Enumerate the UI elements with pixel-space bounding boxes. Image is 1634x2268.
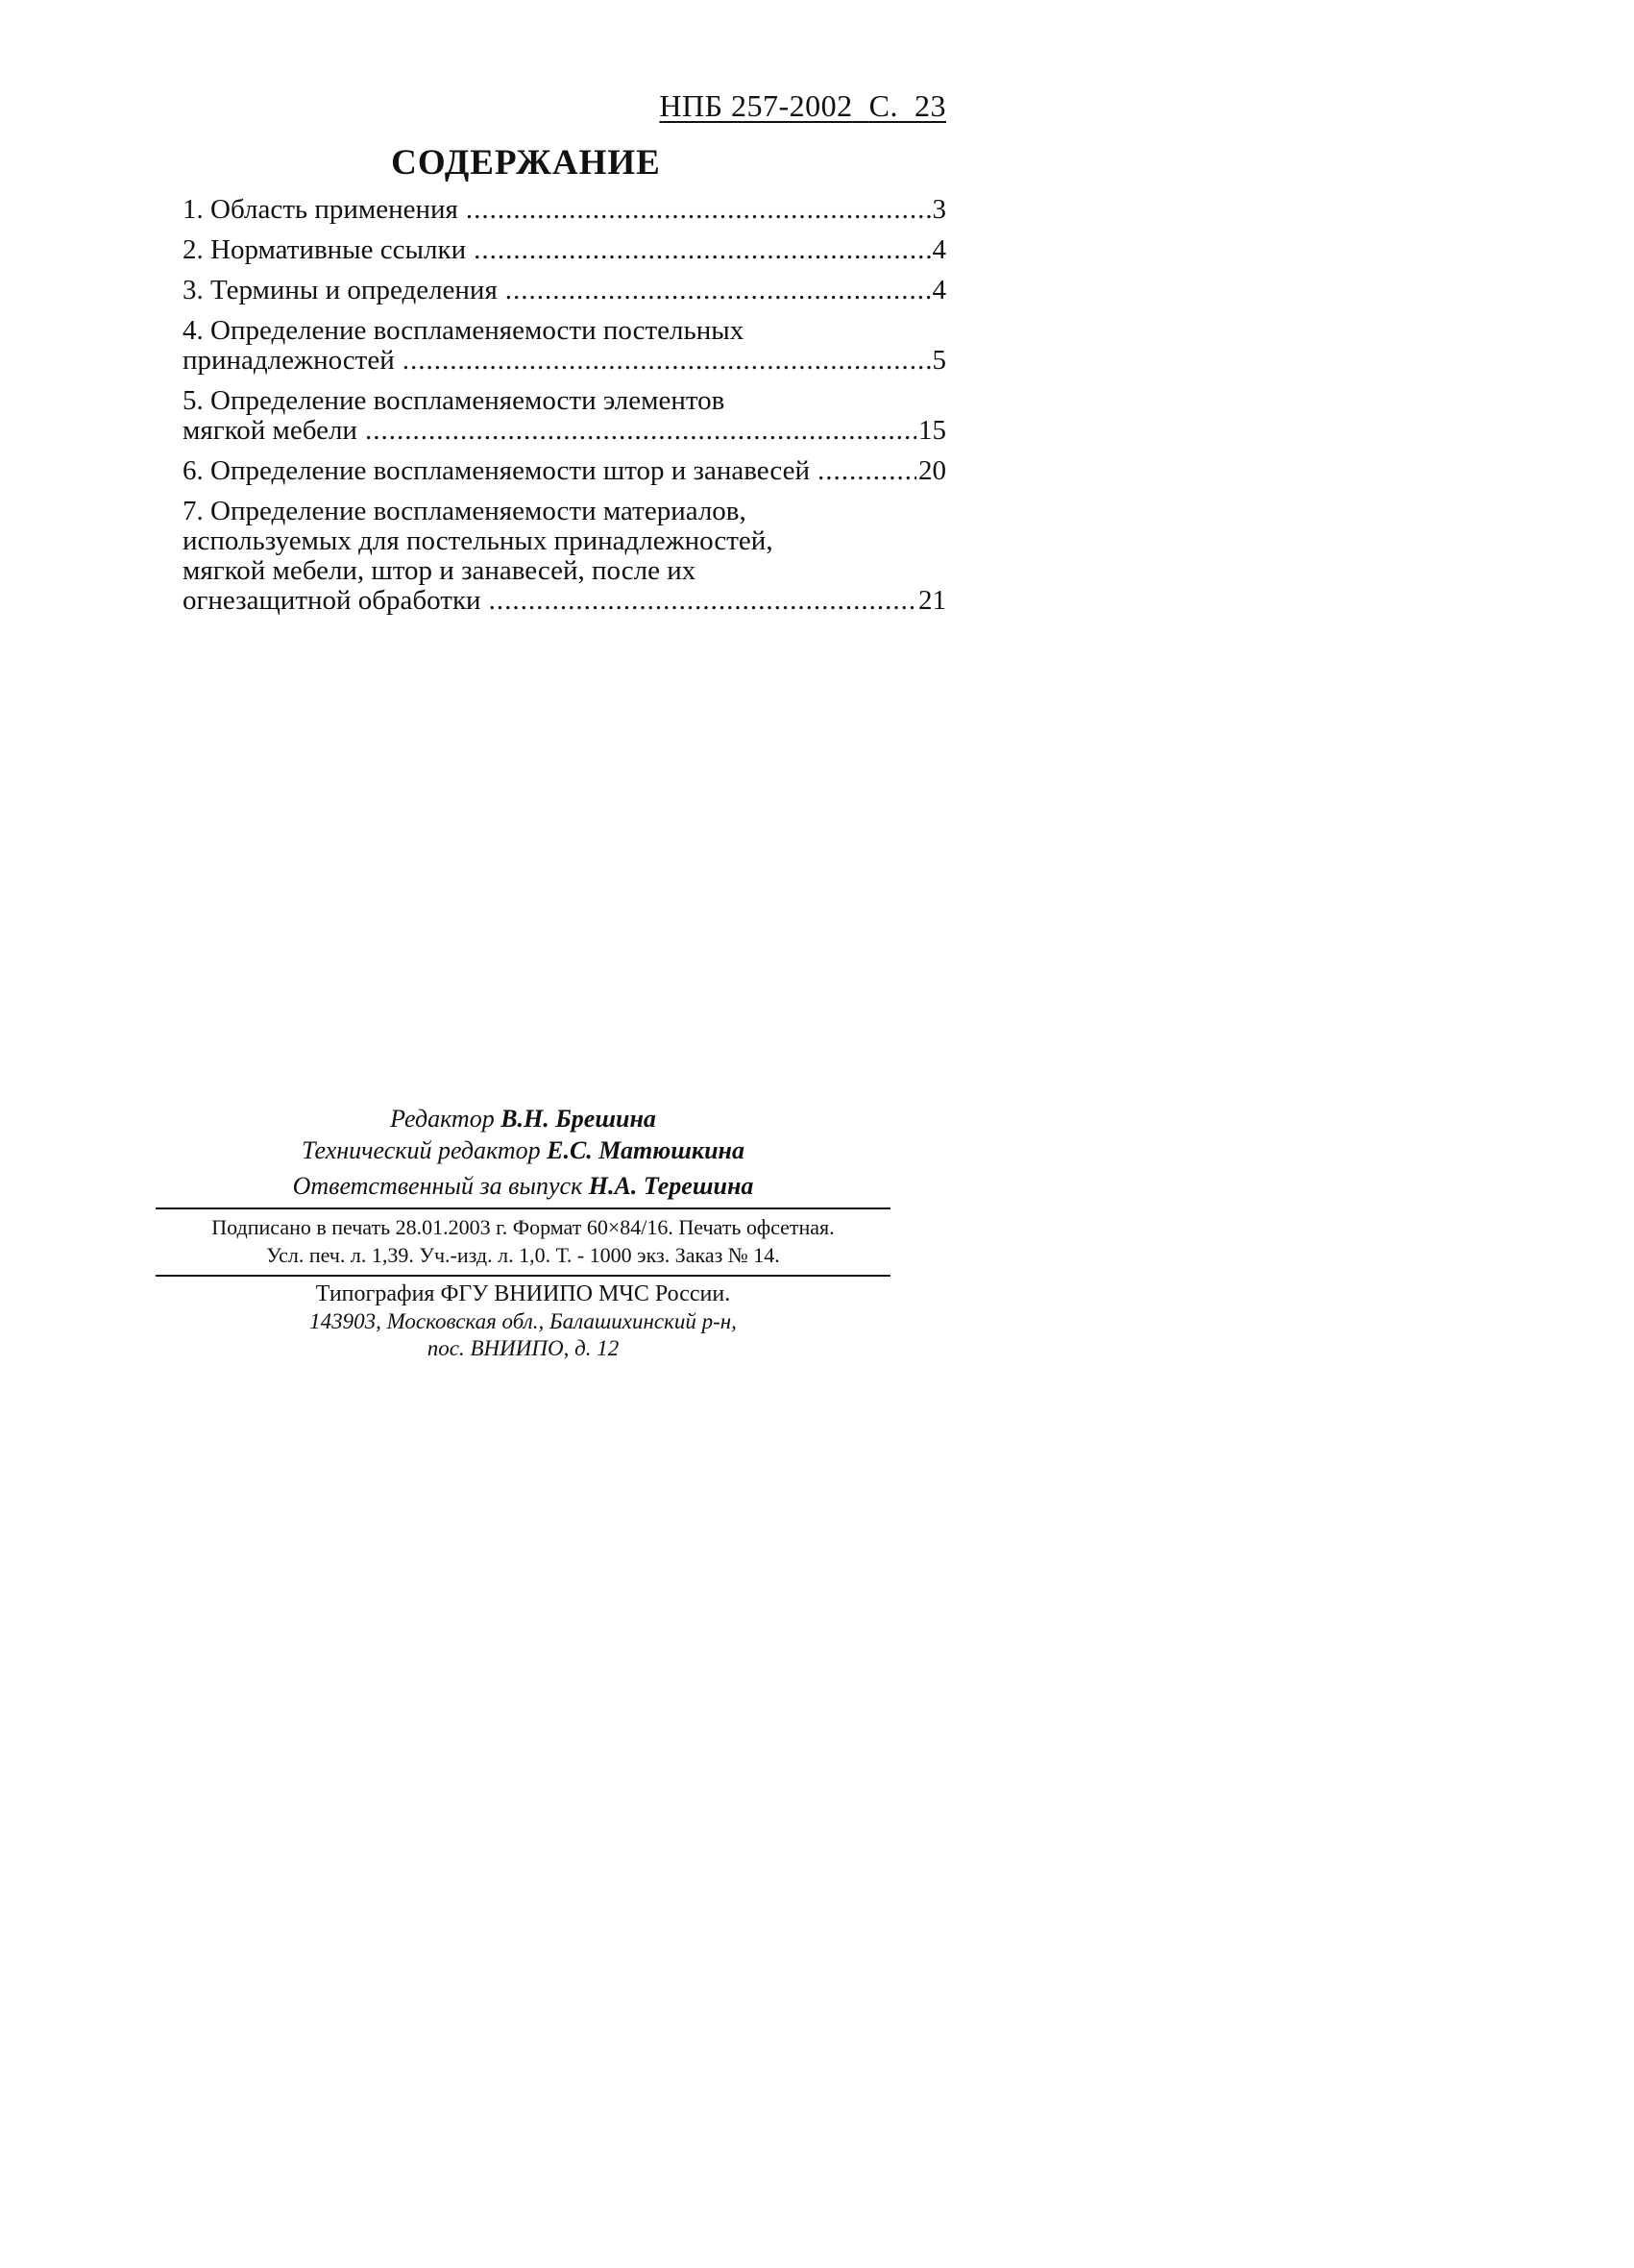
responsible-role: Ответственный за выпуск <box>292 1172 583 1200</box>
responsible-credit <box>156 1170 890 1202</box>
dot-leader <box>817 456 916 486</box>
editor-credit <box>156 1103 890 1134</box>
toc-entry-last-line <box>183 586 946 616</box>
print-info-line-2: Усл. печ. л. 1,39. Уч.-изд. л. 1,0. Т. - 1000 экз. Заказ № 14. <box>266 1243 780 1267</box>
toc-entry-line: мягкой мебели, штор и занавесей, после их <box>183 555 696 586</box>
toc-entry-title: мягкой мебели <box>183 415 357 446</box>
toc-entry-page: 4 <box>932 275 946 305</box>
typography-name: Типография ФГУ ВНИИПО МЧС России. <box>315 1281 731 1306</box>
toc-entry <box>183 497 946 616</box>
dot-leader <box>505 276 931 305</box>
toc-entry-page: 15 <box>918 415 946 446</box>
typography-address-line-1: 143903, Московская обл., Балашихинский р-н, <box>309 1309 737 1333</box>
toc-entry-title: огнезащитной обработки <box>183 585 481 616</box>
toc-entry-line: 7. Определение воспламеняемости материалов, <box>183 496 746 526</box>
tech-editor-credit <box>156 1134 890 1166</box>
toc-entry-title: 3. Термины и определения <box>183 275 498 305</box>
toc-entry-page: 3 <box>932 194 946 225</box>
toc-entry-last-line <box>183 235 946 265</box>
toc-entry <box>183 235 946 265</box>
toc-entry <box>183 456 946 486</box>
dot-leader <box>466 195 931 225</box>
toc-entry-page: 21 <box>918 585 946 616</box>
responsible-name: Н.А. Терешина <box>588 1172 754 1200</box>
print-info-line-1: Подписано в печать 28.01.2003 г. Формат 60×84/16. Печать офсетная. <box>211 1215 835 1239</box>
toc-entry-line: 4. Определение воспламеняемости постельных <box>183 315 744 346</box>
imprint-block <box>156 1103 890 1362</box>
divider-top <box>156 1207 890 1209</box>
toc-entry-last-line <box>183 416 946 446</box>
editor-name: В.Н. Брешина <box>500 1105 656 1133</box>
toc-entry-last-line <box>183 456 946 486</box>
dot-leader <box>474 235 930 265</box>
toc-entry-page: 20 <box>918 455 946 486</box>
document-page <box>0 0 1085 1513</box>
toc-entry <box>183 316 946 376</box>
typography-address-line-2: пос. ВНИИПО, д. 12 <box>427 1336 620 1360</box>
toc-entry <box>183 195 946 225</box>
dot-leader <box>402 346 931 376</box>
dot-leader <box>489 586 916 616</box>
toc-entry-title: 6. Определение воспламеняемости штор и занавесей <box>183 455 810 486</box>
toc-entry <box>183 276 946 305</box>
tech-editor-name: Е.С. Матюшкина <box>547 1136 744 1164</box>
doc-code: НПБ 257-2002 <box>659 88 853 123</box>
toc-entry-page: 4 <box>932 234 946 265</box>
tech-editor-role: Технический редактор <box>302 1136 541 1164</box>
divider-bottom <box>156 1275 890 1277</box>
table-of-contents <box>183 195 946 626</box>
toc-entry-title: принадлежностей <box>183 345 395 376</box>
toc-entry-last-line <box>183 346 946 376</box>
dot-leader <box>365 416 916 446</box>
toc-title: СОДЕРЖАНИЕ <box>391 143 661 183</box>
toc-entry-title: 1. Область применения <box>183 194 458 225</box>
editor-role: Редактор <box>390 1105 495 1133</box>
toc-entry-title: 2. Нормативные ссылки <box>183 234 467 265</box>
toc-entry-last-line <box>183 276 946 305</box>
toc-entry <box>183 386 946 446</box>
page-header <box>659 88 946 124</box>
page-label: С. <box>868 88 898 123</box>
page-number: 23 <box>915 88 946 123</box>
toc-entry-last-line <box>183 195 946 225</box>
toc-entry-line: 5. Определение воспламеняемости элементов <box>183 385 725 416</box>
toc-entry-line: используемых для постельных принадлежностей, <box>183 525 773 556</box>
toc-entry-page: 5 <box>932 345 946 376</box>
